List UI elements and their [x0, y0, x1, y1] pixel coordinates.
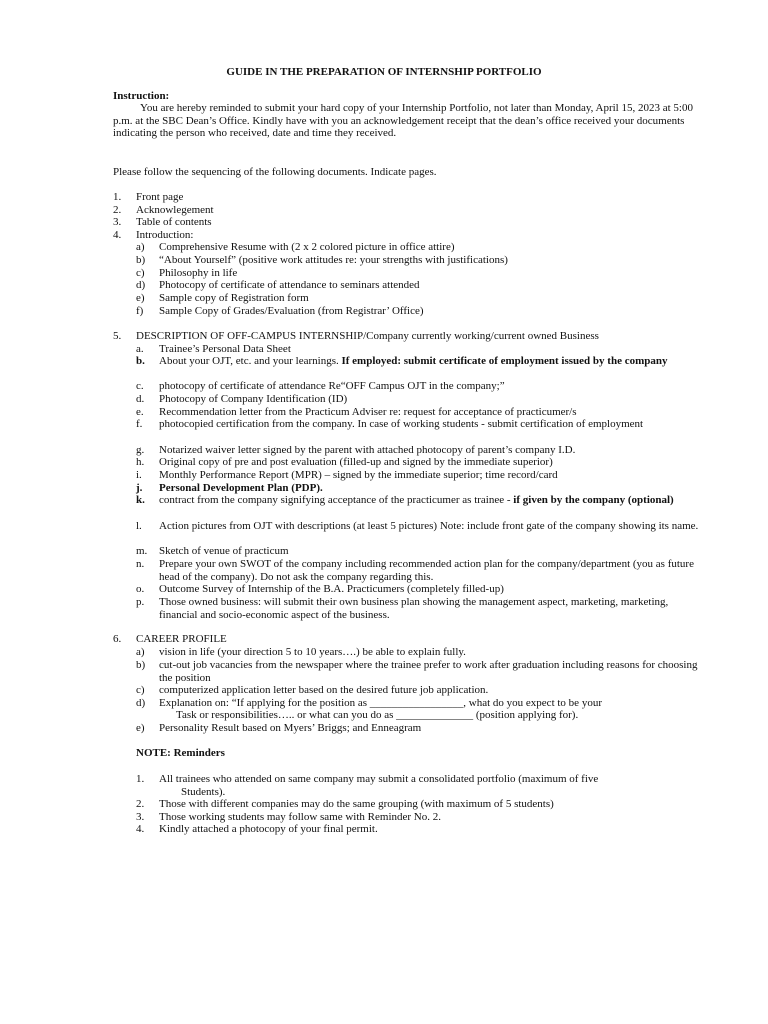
sub-item-text: Sample Copy of Grades/Evaluation (from Registrar’ Office): [159, 305, 424, 317]
sub-item-marker: n.: [136, 558, 145, 570]
sub-item-marker: c): [136, 267, 145, 279]
sub-item-text: cut-out job vacancies from the newspaper where the trainee prefer to work after graduation including reasons for choosing the position: [159, 659, 698, 684]
sub-item-marker: b): [136, 254, 146, 266]
sub-item-text: Recommendation letter from the Practicum Adviser re: request for acceptance of practicumer/s: [159, 406, 577, 418]
sub-item-text: Comprehensive Resume with (2 x 2 colored picture in office attire): [159, 241, 455, 253]
item-front-page: Front page: [136, 191, 184, 203]
sub-item-text: Sample copy of Registration form: [159, 292, 309, 304]
sub-item-text: Trainee’s Personal Data Sheet: [159, 343, 291, 355]
sub-item-marker: a): [136, 241, 145, 253]
item-table-of-contents: Table of contents: [136, 216, 212, 228]
sub-item-text: Prepare your own SWOT of the company including recommended action plan for the company/department (you as future head of the company). Do not ask the company regarding this.: [159, 558, 694, 583]
reminder-text: Those with different companies may do the same grouping (with maximum of 5 students): [159, 798, 554, 810]
sub-item-text: Original copy of pre and post evaluation (filled-up and signed by the immediate superior): [159, 456, 553, 468]
sub-item-text: Photocopy of Company Identification (ID): [159, 393, 348, 405]
sequence-instruction: Please follow the sequencing of the following documents. Indicate pages.: [113, 166, 437, 178]
item-number: 6.: [113, 633, 122, 645]
reminder-text: [159, 773, 699, 798]
sub-item-marker: c.: [136, 380, 144, 392]
sub-item-marker: d.: [136, 393, 145, 405]
sub-item-bold-part: If employed: submit certificate of employment issued by the company: [341, 355, 668, 367]
sub-item-text: [159, 494, 704, 507]
sub-item-marker: a): [136, 646, 145, 658]
sub-item-plain-part: About your OJT, etc. and your learnings.: [159, 355, 342, 367]
reminder-number: 4.: [136, 823, 145, 835]
sub-item-marker: g.: [136, 444, 145, 456]
reminder-text: Those working students may follow same with Reminder No. 2.: [159, 811, 441, 823]
sub-item-text: Notarized waiver letter signed by the parent with attached photocopy of parent’s company I.D.: [159, 444, 576, 456]
sub-item-marker: j.: [136, 482, 143, 494]
sub-item-plain-part: contract from the company signifying acceptance of the practicumer as trainee -: [159, 494, 514, 506]
reminder-line-continued: Students).: [181, 785, 226, 798]
sub-item-marker: d): [136, 279, 146, 291]
sub-item-text: photocopied certification from the company. In case of working students - submit certification of employment: [159, 418, 644, 430]
sub-item-marker: l.: [136, 520, 142, 532]
instruction-paragraph: You are hereby reminded to submit your hard copy of your Internship Portfolio, not later than Monday, April 15, 2023 at 5:00 p.m. at the SBC Dean’s Office. Kindly have with you an acknowledgement receipt that the dean’s office received your documents indicating the person who received, date and time they received.: [113, 102, 693, 140]
sub-item-marker: o.: [136, 583, 145, 595]
sub-item-marker: b.: [136, 355, 145, 367]
sub-item-text: Explanation on: “If applying for the position as _________________, what do you expect to be your: [159, 697, 602, 709]
sub-item-text: Personality Result based on Myers’ Briggs; and Enneagram: [159, 722, 422, 734]
sub-item-marker: m.: [136, 545, 148, 557]
sub-item-marker: b): [136, 659, 146, 671]
sub-item-marker: f.: [136, 418, 143, 430]
sub-item-text: computerized application letter based on the desired future job application.: [159, 684, 489, 696]
item-number: 5.: [113, 330, 122, 342]
sub-item-text: Action pictures from OJT with descriptions (at least 5 pictures) Note: include front gate of the company showing its name.: [159, 520, 699, 532]
item-number: 2.: [113, 204, 122, 216]
sub-item-text: Monthly Performance Report (MPR) – signed by the immediate superior; time record/card: [159, 469, 558, 481]
item-career-profile: CAREER PROFILE: [136, 633, 227, 645]
sub-item-marker: h.: [136, 456, 145, 468]
sub-item-bold-part: if given by the company (optional): [513, 494, 674, 506]
sub-item-marker: f): [136, 305, 144, 317]
sub-item-text: vision in life (your direction 5 to 10 years….) be able to explain fully.: [159, 646, 466, 658]
sub-item-marker: c): [136, 684, 145, 696]
reminder-number: 1.: [136, 773, 145, 785]
sub-item-text: Personal Development Plan (PDP).: [159, 482, 323, 494]
item-number: 3.: [113, 216, 122, 228]
sub-item-marker: k.: [136, 494, 145, 506]
sub-item-text: Photocopy of certificate of attendance to seminars attended: [159, 279, 420, 291]
reminder-line: All trainees who attended on same company may submit a consolidated portfolio (maximum of five: [159, 773, 599, 785]
sub-item-marker: e): [136, 292, 145, 304]
instruction-heading: Instruction:: [113, 90, 170, 102]
sub-item-marker: p.: [136, 596, 145, 608]
reminder-number: 3.: [136, 811, 145, 823]
sub-item-text: [159, 355, 704, 368]
item-off-campus-internship: DESCRIPTION OF OFF-CAMPUS INTERNSHIP/Company currently working/current owned Business: [136, 330, 599, 342]
reminder-text: Kindly attached a photocopy of your final permit.: [159, 823, 378, 835]
sub-item-marker: i.: [136, 469, 142, 481]
sub-item-marker: d): [136, 697, 146, 709]
sub-item-text: Philosophy in life: [159, 267, 238, 279]
sub-item-text: Those owned business: will submit their own business plan showing the management aspect, marketing, marketing, financial and socio-economic aspect of the business.: [159, 596, 669, 621]
item-introduction: Introduction:: [136, 229, 194, 241]
document-title: GUIDE IN THE PREPARATION OF INTERNSHIP PORTFOLIO: [226, 66, 542, 78]
sub-item-text: Sketch of venue of practicum: [159, 545, 289, 557]
note-heading: NOTE: Reminders: [136, 747, 225, 759]
item-acknowledgement: Acknowlegement: [136, 204, 214, 216]
reminder-number: 2.: [136, 798, 145, 810]
sub-item-marker: e.: [136, 406, 144, 418]
sub-item-marker: e): [136, 722, 145, 734]
sub-item-text-continued: Task or responsibilities….. or what can you do as ______________ (position applying for).: [176, 709, 579, 721]
sub-item-text: Outcome Survey of Internship of the B.A. Practicumers (completely filled-up): [159, 583, 504, 595]
sub-item-text: photocopy of certificate of attendance Re“OFF Campus OJT in the company;”: [159, 380, 505, 392]
sub-item-marker: a.: [136, 343, 144, 355]
sub-item-text: “About Yourself” (positive work attitudes re: your strengths with justifications): [159, 254, 508, 266]
item-number: 1.: [113, 191, 122, 203]
item-number: 4.: [113, 229, 122, 241]
